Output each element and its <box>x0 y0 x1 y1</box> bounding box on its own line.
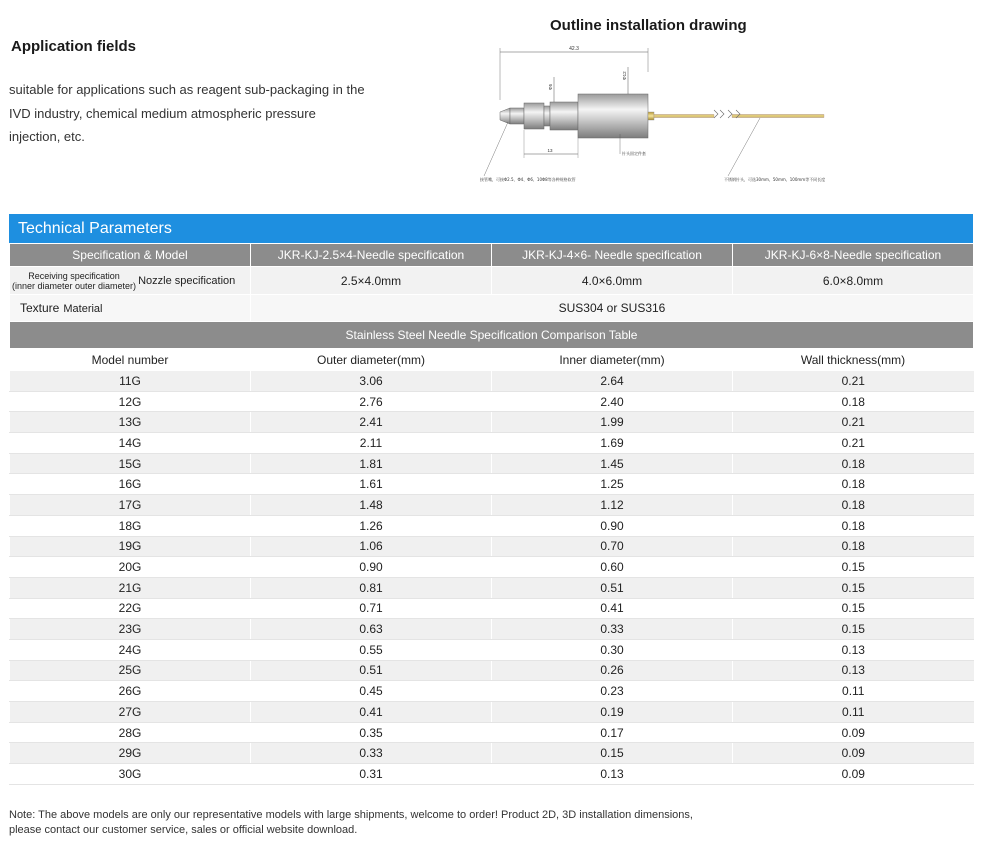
footer-note <box>9 808 769 838</box>
cell-outer-diameter: 0.90 <box>251 557 492 578</box>
cell-wall-thickness: 0.09 <box>733 722 974 743</box>
material-value: SUS304 or SUS316 <box>251 295 974 322</box>
receiving-spec-label <box>10 267 251 295</box>
cell-inner-diameter: 0.30 <box>492 639 733 660</box>
cell-outer-diameter: 3.06 <box>251 371 492 392</box>
cell-model-number: 24G <box>10 639 251 660</box>
cell-wall-thickness: 0.21 <box>733 412 974 433</box>
cell-model-number: 12G <box>10 391 251 412</box>
cell-wall-thickness: 0.11 <box>733 702 974 723</box>
table-row <box>10 577 974 598</box>
cell-wall-thickness: 0.18 <box>733 474 974 495</box>
cell-inner-diameter: 0.26 <box>492 660 733 681</box>
dim-small: 13 <box>547 148 553 153</box>
cell-model-number: 27G <box>10 702 251 723</box>
cell-model-number: 25G <box>10 660 251 681</box>
model-3: JKR-KJ-6×8-Needle specification <box>733 244 974 267</box>
cell-outer-diameter: 1.61 <box>251 474 492 495</box>
header-outer-diameter: Outer diameter(mm) <box>251 349 492 371</box>
cell-inner-diameter: 0.60 <box>492 557 733 578</box>
installation-drawing <box>470 42 850 192</box>
cell-model-number: 23G <box>10 619 251 640</box>
texture-label: Texture <box>20 301 60 315</box>
table-row <box>10 764 974 785</box>
cell-wall-thickness: 0.15 <box>733 557 974 578</box>
table-row <box>10 453 974 474</box>
cell-wall-thickness: 0.09 <box>733 764 974 785</box>
table-row <box>10 536 974 557</box>
label-needle: 不锈钢针头，可选30mm、50mm、100mm等不同长度 <box>724 177 826 182</box>
cell-wall-thickness: 0.15 <box>733 598 974 619</box>
note-line-2: please contact our customer service, sales or official website download. <box>9 824 358 836</box>
cell-inner-diameter: 0.23 <box>492 681 733 702</box>
dim-d2: Φ12 <box>622 71 627 80</box>
drawing-title: Outline installation drawing <box>550 17 747 34</box>
cell-model-number: 28G <box>10 722 251 743</box>
comparison-title: Stainless Steel Needle Specification Comparison Table <box>10 322 974 349</box>
material-label <box>10 295 251 322</box>
cell-model-number: 17G <box>10 495 251 516</box>
comparison-header-row <box>10 349 974 371</box>
cell-model-number: 29G <box>10 743 251 764</box>
cell-outer-diameter: 0.45 <box>251 681 492 702</box>
table-row <box>10 619 974 640</box>
receiving-spec-row <box>10 267 974 295</box>
spec-model-row <box>10 244 974 267</box>
cell-wall-thickness: 0.18 <box>733 453 974 474</box>
material-row <box>10 295 974 322</box>
cell-inner-diameter: 0.41 <box>492 598 733 619</box>
needle-rows <box>10 371 974 785</box>
table-row <box>10 371 974 392</box>
cell-model-number: 21G <box>10 577 251 598</box>
receiving-value-1: 2.5×4.0mm <box>251 267 492 295</box>
cell-wall-thickness: 0.18 <box>733 536 974 557</box>
table-row <box>10 433 974 454</box>
cell-outer-diameter: 0.41 <box>251 702 492 723</box>
cell-wall-thickness: 0.18 <box>733 495 974 516</box>
cell-wall-thickness: 0.13 <box>733 660 974 681</box>
cell-model-number: 26G <box>10 681 251 702</box>
header-model-number: Model number <box>10 349 251 371</box>
receiving-value-3: 6.0×8.0mm <box>733 267 974 295</box>
table-row <box>10 474 974 495</box>
cell-inner-diameter: 0.70 <box>492 536 733 557</box>
cell-outer-diameter: 2.11 <box>251 433 492 454</box>
table-row <box>10 681 974 702</box>
cell-model-number: 11G <box>10 371 251 392</box>
cell-model-number: 19G <box>10 536 251 557</box>
nozzle-spec-label: Nozzle specification <box>138 274 236 287</box>
model-2: JKR-KJ-4×6- Needle specification <box>492 244 733 267</box>
specification-table <box>9 243 974 785</box>
header-inner-diameter: Inner diameter(mm) <box>492 349 733 371</box>
cell-outer-diameter: 0.81 <box>251 577 492 598</box>
cell-model-number: 30G <box>10 764 251 785</box>
cell-model-number: 14G <box>10 433 251 454</box>
table-row <box>10 702 974 723</box>
table-row <box>10 412 974 433</box>
table-row <box>10 557 974 578</box>
table-row <box>10 743 974 764</box>
cell-inner-diameter: 2.40 <box>492 391 733 412</box>
cell-outer-diameter: 2.76 <box>251 391 492 412</box>
cell-outer-diameter: 0.31 <box>251 764 492 785</box>
header-wall-thickness: Wall thickness(mm) <box>733 349 974 371</box>
table-row <box>10 660 974 681</box>
cell-inner-diameter: 1.25 <box>492 474 733 495</box>
table-row <box>10 515 974 536</box>
comparison-title-row <box>10 322 974 349</box>
table-row <box>10 391 974 412</box>
dim-length: 42.3 <box>569 46 579 52</box>
table-row <box>10 722 974 743</box>
cell-wall-thickness: 0.21 <box>733 433 974 454</box>
cell-outer-diameter: 1.81 <box>251 453 492 474</box>
cell-outer-diameter: 0.55 <box>251 639 492 660</box>
model-1: JKR-KJ-2.5×4-Needle specification <box>251 244 492 267</box>
cell-model-number: 15G <box>10 453 251 474</box>
cell-inner-diameter: 2.64 <box>492 371 733 392</box>
application-fields-title: Application fields <box>11 38 137 55</box>
cell-inner-diameter: 0.15 <box>492 743 733 764</box>
table-row <box>10 495 974 516</box>
cell-wall-thickness: 0.18 <box>733 391 974 412</box>
cell-wall-thickness: 0.15 <box>733 619 974 640</box>
cell-wall-thickness: 0.21 <box>733 371 974 392</box>
receiving-small-line-1: Receiving specification <box>28 270 120 281</box>
label-fixed: 针头固定件套 <box>622 151 646 156</box>
cell-outer-diameter: 0.71 <box>251 598 492 619</box>
material-sub-label: Material <box>63 303 103 315</box>
table-row <box>10 598 974 619</box>
spec-model-label: Specification & Model <box>10 244 251 267</box>
cell-inner-diameter: 0.51 <box>492 577 733 598</box>
cell-outer-diameter: 0.51 <box>251 660 492 681</box>
cell-wall-thickness: 0.15 <box>733 577 974 598</box>
cell-model-number: 22G <box>10 598 251 619</box>
cell-inner-diameter: 0.17 <box>492 722 733 743</box>
dim-d1: Φ5 <box>548 83 553 90</box>
cell-inner-diameter: 0.90 <box>492 515 733 536</box>
cell-wall-thickness: 0.18 <box>733 515 974 536</box>
cell-model-number: 20G <box>10 557 251 578</box>
cell-outer-diameter: 1.26 <box>251 515 492 536</box>
cell-outer-diameter: 0.33 <box>251 743 492 764</box>
cell-inner-diameter: 0.13 <box>492 764 733 785</box>
label-hose: 接管嘴，可接Φ2.5、Φ4、Φ6、10Φ8等各种规格软管 <box>480 177 576 182</box>
application-description: suitable for applications such as reagent sub-packaging in the IVD industry, chemical medium atmospheric pressure injection, etc. <box>9 82 365 144</box>
technical-parameters-title: Technical Parameters <box>18 220 172 237</box>
cell-outer-diameter: 1.48 <box>251 495 492 516</box>
cell-inner-diameter: 1.45 <box>492 453 733 474</box>
cell-inner-diameter: 0.19 <box>492 702 733 723</box>
receiving-small-line-2: (inner diameter outer diameter) <box>12 280 137 291</box>
cell-model-number: 16G <box>10 474 251 495</box>
technical-parameters-header <box>9 214 973 243</box>
table-row <box>10 639 974 660</box>
cell-outer-diameter: 2.41 <box>251 412 492 433</box>
cell-wall-thickness: 0.13 <box>733 639 974 660</box>
cell-inner-diameter: 0.33 <box>492 619 733 640</box>
cell-outer-diameter: 1.06 <box>251 536 492 557</box>
cell-inner-diameter: 1.69 <box>492 433 733 454</box>
cell-inner-diameter: 1.99 <box>492 412 733 433</box>
cell-wall-thickness: 0.11 <box>733 681 974 702</box>
cell-model-number: 18G <box>10 515 251 536</box>
cell-wall-thickness: 0.09 <box>733 743 974 764</box>
cell-outer-diameter: 0.35 <box>251 722 492 743</box>
cell-model-number: 13G <box>10 412 251 433</box>
cell-inner-diameter: 1.12 <box>492 495 733 516</box>
receiving-spec-small <box>12 271 136 291</box>
receiving-value-2: 4.0×6.0mm <box>492 267 733 295</box>
cell-outer-diameter: 0.63 <box>251 619 492 640</box>
note-line-1: Note: The above models are only our representative models with large shipments, welcome to order! Product 2D, 3D installation dimensions, <box>9 809 693 821</box>
